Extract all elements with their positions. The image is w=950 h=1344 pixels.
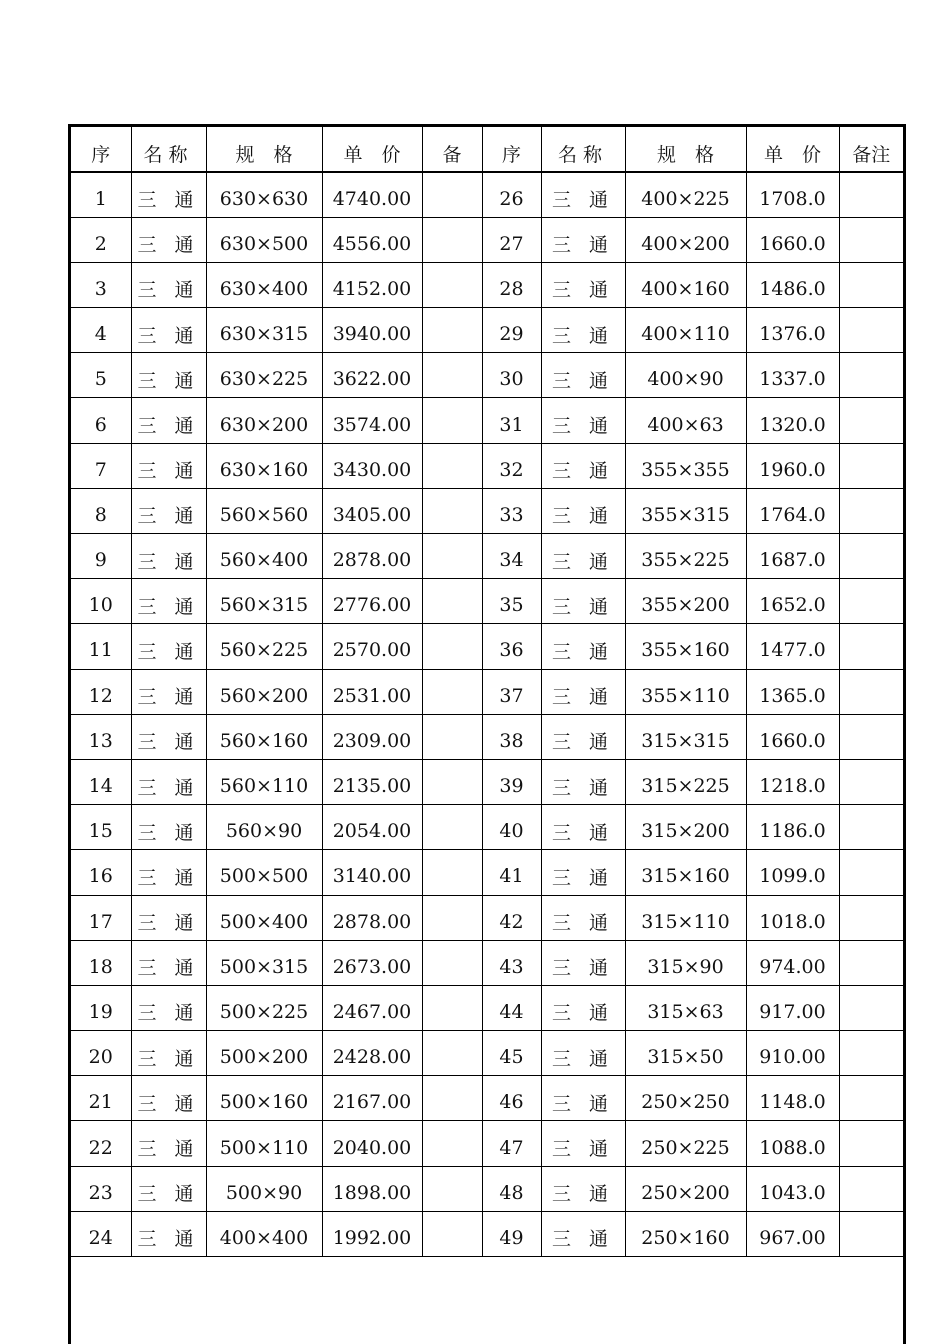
cell-price-right: 1764.0 [746,488,839,533]
cell-note-right [839,353,903,398]
cell-note-right [839,1166,903,1211]
cell-spec-left: 500×500 [206,850,322,895]
cell-note-left [422,669,482,714]
cell-name-left: 三 通 [131,1031,206,1076]
cell-spec-right: 250×250 [625,1076,746,1121]
cell-name-right: 三 通 [541,534,625,579]
cell-name-left: 三 通 [131,1076,206,1121]
cell-no-right: 44 [482,985,541,1030]
cell-spec-right: 400×110 [625,308,746,353]
cell-name-left: 三 通 [131,262,206,307]
cell-note-left [422,398,482,443]
cell-name-left: 三 通 [131,534,206,579]
cell-name-right: 三 通 [541,669,625,714]
cell-no-left: 3 [71,262,131,307]
cell-note-left [422,985,482,1030]
cell-no-left: 16 [71,850,131,895]
cell-spec-left: 500×400 [206,895,322,940]
cell-price-left: 3622.00 [322,353,422,398]
cell-no-left: 9 [71,534,131,579]
cell-note-right [839,895,903,940]
cell-spec-left: 500×315 [206,940,322,985]
cell-note-left [422,805,482,850]
cell-price-right: 1652.0 [746,579,839,624]
cell-price-left: 4152.00 [322,262,422,307]
cell-no-left: 11 [71,624,131,669]
cell-note-left [422,488,482,533]
cell-name-right: 三 通 [541,443,625,488]
cell-price-right: 1477.0 [746,624,839,669]
cell-no-left: 20 [71,1031,131,1076]
header-price-left: 单 价 [322,127,422,172]
cell-name-right: 三 通 [541,850,625,895]
cell-no-left: 21 [71,1076,131,1121]
cell-name-left: 三 通 [131,1211,206,1256]
cell-price-right: 1486.0 [746,262,839,307]
cell-note-right [839,579,903,624]
cell-price-left: 2467.00 [322,985,422,1030]
cell-no-left: 1 [71,172,131,217]
cell-price-right: 1660.0 [746,714,839,759]
cell-spec-left: 630×315 [206,308,322,353]
cell-name-right: 三 通 [541,1076,625,1121]
cell-name-left: 三 通 [131,805,206,850]
table-row [71,1031,903,1076]
cell-no-right: 35 [482,579,541,624]
cell-price-left: 2673.00 [322,940,422,985]
cell-name-right: 三 通 [541,172,625,217]
cell-name-left: 三 通 [131,759,206,804]
header-price-right: 单 价 [746,127,839,172]
cell-note-left [422,895,482,940]
cell-no-left: 24 [71,1211,131,1256]
table-row [71,624,903,669]
table-row [71,534,903,579]
cell-no-left: 7 [71,443,131,488]
table-row [71,805,903,850]
cell-spec-right: 315×63 [625,985,746,1030]
header-note-left: 备 [422,127,482,172]
table-row [71,895,903,940]
cell-note-left [422,172,482,217]
cell-spec-left: 630×160 [206,443,322,488]
cell-no-right: 30 [482,353,541,398]
cell-spec-right: 250×160 [625,1211,746,1256]
header-name-left: 名称 [131,127,206,172]
cell-no-right: 26 [482,172,541,217]
cell-name-left: 三 通 [131,850,206,895]
cell-spec-left: 630×225 [206,353,322,398]
cell-note-left [422,1121,482,1166]
cell-spec-right: 355×225 [625,534,746,579]
cell-note-left [422,579,482,624]
cell-name-left: 三 通 [131,940,206,985]
table-row [71,985,903,1030]
cell-name-right: 三 通 [541,217,625,262]
cell-note-right [839,172,903,217]
cell-note-right [839,488,903,533]
cell-spec-left: 560×315 [206,579,322,624]
cell-name-right: 三 通 [541,805,625,850]
cell-price-left: 1898.00 [322,1166,422,1211]
cell-note-right [839,850,903,895]
cell-name-left: 三 通 [131,1166,206,1211]
cell-no-right: 40 [482,805,541,850]
cell-spec-right: 400×160 [625,262,746,307]
cell-spec-left: 630×200 [206,398,322,443]
cell-spec-left: 560×160 [206,714,322,759]
cell-name-left: 三 通 [131,443,206,488]
table-row [71,217,903,262]
cell-price-right: 1337.0 [746,353,839,398]
cell-price-left: 2428.00 [322,1031,422,1076]
table-row [71,262,903,307]
cell-price-left: 3430.00 [322,443,422,488]
cell-price-right: 1660.0 [746,217,839,262]
cell-name-left: 三 通 [131,714,206,759]
cell-no-left: 12 [71,669,131,714]
cell-price-left: 3940.00 [322,308,422,353]
table-row [71,488,903,533]
cell-spec-right: 400×225 [625,172,746,217]
cell-name-right: 三 通 [541,985,625,1030]
cell-price-left: 3405.00 [322,488,422,533]
cell-no-right: 28 [482,262,541,307]
table-row [71,353,903,398]
cell-spec-right: 355×355 [625,443,746,488]
cell-no-left: 5 [71,353,131,398]
table-row [71,579,903,624]
cell-name-left: 三 通 [131,308,206,353]
cell-note-right [839,1031,903,1076]
cell-spec-left: 500×110 [206,1121,322,1166]
header-spec-right: 规 格 [625,127,746,172]
cell-name-right: 三 通 [541,940,625,985]
table-row [71,714,903,759]
header-note-right: 备注 [839,127,903,172]
cell-no-right: 45 [482,1031,541,1076]
cell-no-left: 4 [71,308,131,353]
cell-no-left: 17 [71,895,131,940]
cell-name-right: 三 通 [541,353,625,398]
header-no-left: 序 [71,127,131,172]
cell-no-right: 33 [482,488,541,533]
cell-no-right: 41 [482,850,541,895]
cell-note-right [839,1211,903,1256]
table-row [71,172,903,217]
cell-spec-right: 315×315 [625,714,746,759]
cell-price-left: 1992.00 [322,1211,422,1256]
cell-spec-left: 500×225 [206,985,322,1030]
cell-no-left: 19 [71,985,131,1030]
header-no-right: 序 [482,127,541,172]
cell-note-left [422,217,482,262]
cell-spec-left: 560×90 [206,805,322,850]
cell-no-left: 8 [71,488,131,533]
cell-note-left [422,624,482,669]
cell-no-left: 18 [71,940,131,985]
cell-spec-right: 315×200 [625,805,746,850]
cell-spec-right: 315×50 [625,1031,746,1076]
header-row [71,127,903,172]
cell-no-right: 36 [482,624,541,669]
table-row [71,1121,903,1166]
cell-name-right: 三 通 [541,1166,625,1211]
price-table-sheet [68,124,906,1344]
cell-name-right: 三 通 [541,1211,625,1256]
price-table [71,127,903,1257]
cell-note-right [839,669,903,714]
cell-spec-left: 400×400 [206,1211,322,1256]
cell-note-left [422,714,482,759]
cell-note-left [422,353,482,398]
cell-price-left: 2531.00 [322,669,422,714]
cell-note-right [839,262,903,307]
cell-price-left: 2309.00 [322,714,422,759]
cell-no-right: 32 [482,443,541,488]
cell-no-right: 43 [482,940,541,985]
cell-spec-right: 315×160 [625,850,746,895]
table-row [71,398,903,443]
cell-no-right: 27 [482,217,541,262]
cell-no-right: 48 [482,1166,541,1211]
cell-price-left: 2135.00 [322,759,422,804]
cell-spec-right: 315×110 [625,895,746,940]
cell-no-right: 37 [482,669,541,714]
header-name-right: 名称 [541,127,625,172]
table-row [71,850,903,895]
cell-name-left: 三 通 [131,624,206,669]
table-row [71,443,903,488]
cell-spec-left: 630×630 [206,172,322,217]
cell-price-right: 1376.0 [746,308,839,353]
table-row [71,1166,903,1211]
cell-note-left [422,940,482,985]
cell-name-right: 三 通 [541,624,625,669]
cell-price-right: 1365.0 [746,669,839,714]
table-row [71,308,903,353]
cell-no-left: 15 [71,805,131,850]
cell-note-right [839,443,903,488]
cell-price-right: 1018.0 [746,895,839,940]
cell-spec-left: 560×560 [206,488,322,533]
cell-price-right: 1088.0 [746,1121,839,1166]
cell-note-left [422,1166,482,1211]
table-row [71,1211,903,1256]
cell-name-left: 三 通 [131,579,206,624]
cell-name-left: 三 通 [131,985,206,1030]
cell-spec-right: 250×225 [625,1121,746,1166]
table-row [71,940,903,985]
header-spec-left: 规 格 [206,127,322,172]
cell-no-right: 46 [482,1076,541,1121]
cell-price-right: 910.00 [746,1031,839,1076]
cell-note-right [839,217,903,262]
cell-no-left: 2 [71,217,131,262]
cell-note-left [422,308,482,353]
cell-note-left [422,262,482,307]
cell-spec-right: 400×90 [625,353,746,398]
cell-no-right: 39 [482,759,541,804]
cell-price-right: 1320.0 [746,398,839,443]
cell-note-right [839,940,903,985]
cell-price-right: 1148.0 [746,1076,839,1121]
cell-note-left [422,759,482,804]
cell-note-right [839,805,903,850]
cell-spec-right: 315×225 [625,759,746,804]
cell-price-right: 1708.0 [746,172,839,217]
cell-no-right: 29 [482,308,541,353]
cell-name-left: 三 通 [131,172,206,217]
cell-spec-right: 355×160 [625,624,746,669]
cell-note-right [839,1076,903,1121]
cell-price-right: 1099.0 [746,850,839,895]
table-row [71,669,903,714]
cell-name-right: 三 通 [541,895,625,940]
cell-price-right: 1687.0 [746,534,839,579]
cell-price-right: 1043.0 [746,1166,839,1211]
cell-name-right: 三 通 [541,262,625,307]
cell-name-right: 三 通 [541,488,625,533]
cell-spec-right: 355×110 [625,669,746,714]
cell-price-left: 3574.00 [322,398,422,443]
table-row [71,1076,903,1121]
cell-spec-right: 400×200 [625,217,746,262]
cell-spec-left: 560×225 [206,624,322,669]
cell-spec-left: 500×90 [206,1166,322,1211]
cell-price-right: 1218.0 [746,759,839,804]
cell-no-right: 47 [482,1121,541,1166]
cell-no-right: 31 [482,398,541,443]
cell-note-left [422,1076,482,1121]
cell-no-left: 13 [71,714,131,759]
cell-spec-left: 630×400 [206,262,322,307]
cell-spec-left: 500×160 [206,1076,322,1121]
cell-name-left: 三 通 [131,217,206,262]
cell-spec-left: 560×200 [206,669,322,714]
cell-spec-left: 560×400 [206,534,322,579]
cell-price-left: 2878.00 [322,534,422,579]
cell-note-right [839,1121,903,1166]
cell-no-left: 10 [71,579,131,624]
cell-name-left: 三 通 [131,398,206,443]
cell-note-right [839,714,903,759]
cell-price-left: 2776.00 [322,579,422,624]
cell-name-left: 三 通 [131,669,206,714]
cell-name-right: 三 通 [541,398,625,443]
cell-no-left: 6 [71,398,131,443]
cell-no-right: 34 [482,534,541,579]
cell-no-right: 38 [482,714,541,759]
cell-name-left: 三 通 [131,895,206,940]
cell-spec-right: 355×315 [625,488,746,533]
cell-price-left: 3140.00 [322,850,422,895]
cell-no-left: 14 [71,759,131,804]
cell-price-left: 4740.00 [322,172,422,217]
cell-name-right: 三 通 [541,759,625,804]
cell-note-left [422,1031,482,1076]
cell-no-left: 23 [71,1166,131,1211]
cell-note-left [422,443,482,488]
cell-no-right: 42 [482,895,541,940]
cell-price-right: 967.00 [746,1211,839,1256]
cell-note-right [839,624,903,669]
cell-name-right: 三 通 [541,579,625,624]
cell-name-right: 三 通 [541,308,625,353]
cell-price-left: 2570.00 [322,624,422,669]
cell-name-left: 三 通 [131,1121,206,1166]
cell-spec-left: 560×110 [206,759,322,804]
cell-note-right [839,985,903,1030]
cell-price-right: 917.00 [746,985,839,1030]
cell-price-right: 974.00 [746,940,839,985]
cell-spec-right: 400×63 [625,398,746,443]
cell-spec-right: 315×90 [625,940,746,985]
cell-no-left: 22 [71,1121,131,1166]
table-row [71,759,903,804]
cell-name-right: 三 通 [541,714,625,759]
cell-note-right [839,398,903,443]
cell-spec-left: 500×200 [206,1031,322,1076]
cell-spec-right: 250×200 [625,1166,746,1211]
cell-price-left: 2054.00 [322,805,422,850]
cell-name-right: 三 通 [541,1121,625,1166]
cell-name-right: 三 通 [541,1031,625,1076]
cell-note-right [839,534,903,579]
cell-price-left: 2878.00 [322,895,422,940]
cell-note-left [422,1211,482,1256]
cell-price-left: 2040.00 [322,1121,422,1166]
cell-note-left [422,850,482,895]
cell-price-left: 4556.00 [322,217,422,262]
cell-no-right: 49 [482,1211,541,1256]
cell-price-left: 2167.00 [322,1076,422,1121]
cell-note-right [839,759,903,804]
cell-name-left: 三 通 [131,353,206,398]
cell-name-left: 三 通 [131,488,206,533]
cell-note-right [839,308,903,353]
cell-note-left [422,534,482,579]
cell-spec-left: 630×500 [206,217,322,262]
cell-spec-right: 355×200 [625,579,746,624]
cell-price-right: 1186.0 [746,805,839,850]
cell-price-right: 1960.0 [746,443,839,488]
